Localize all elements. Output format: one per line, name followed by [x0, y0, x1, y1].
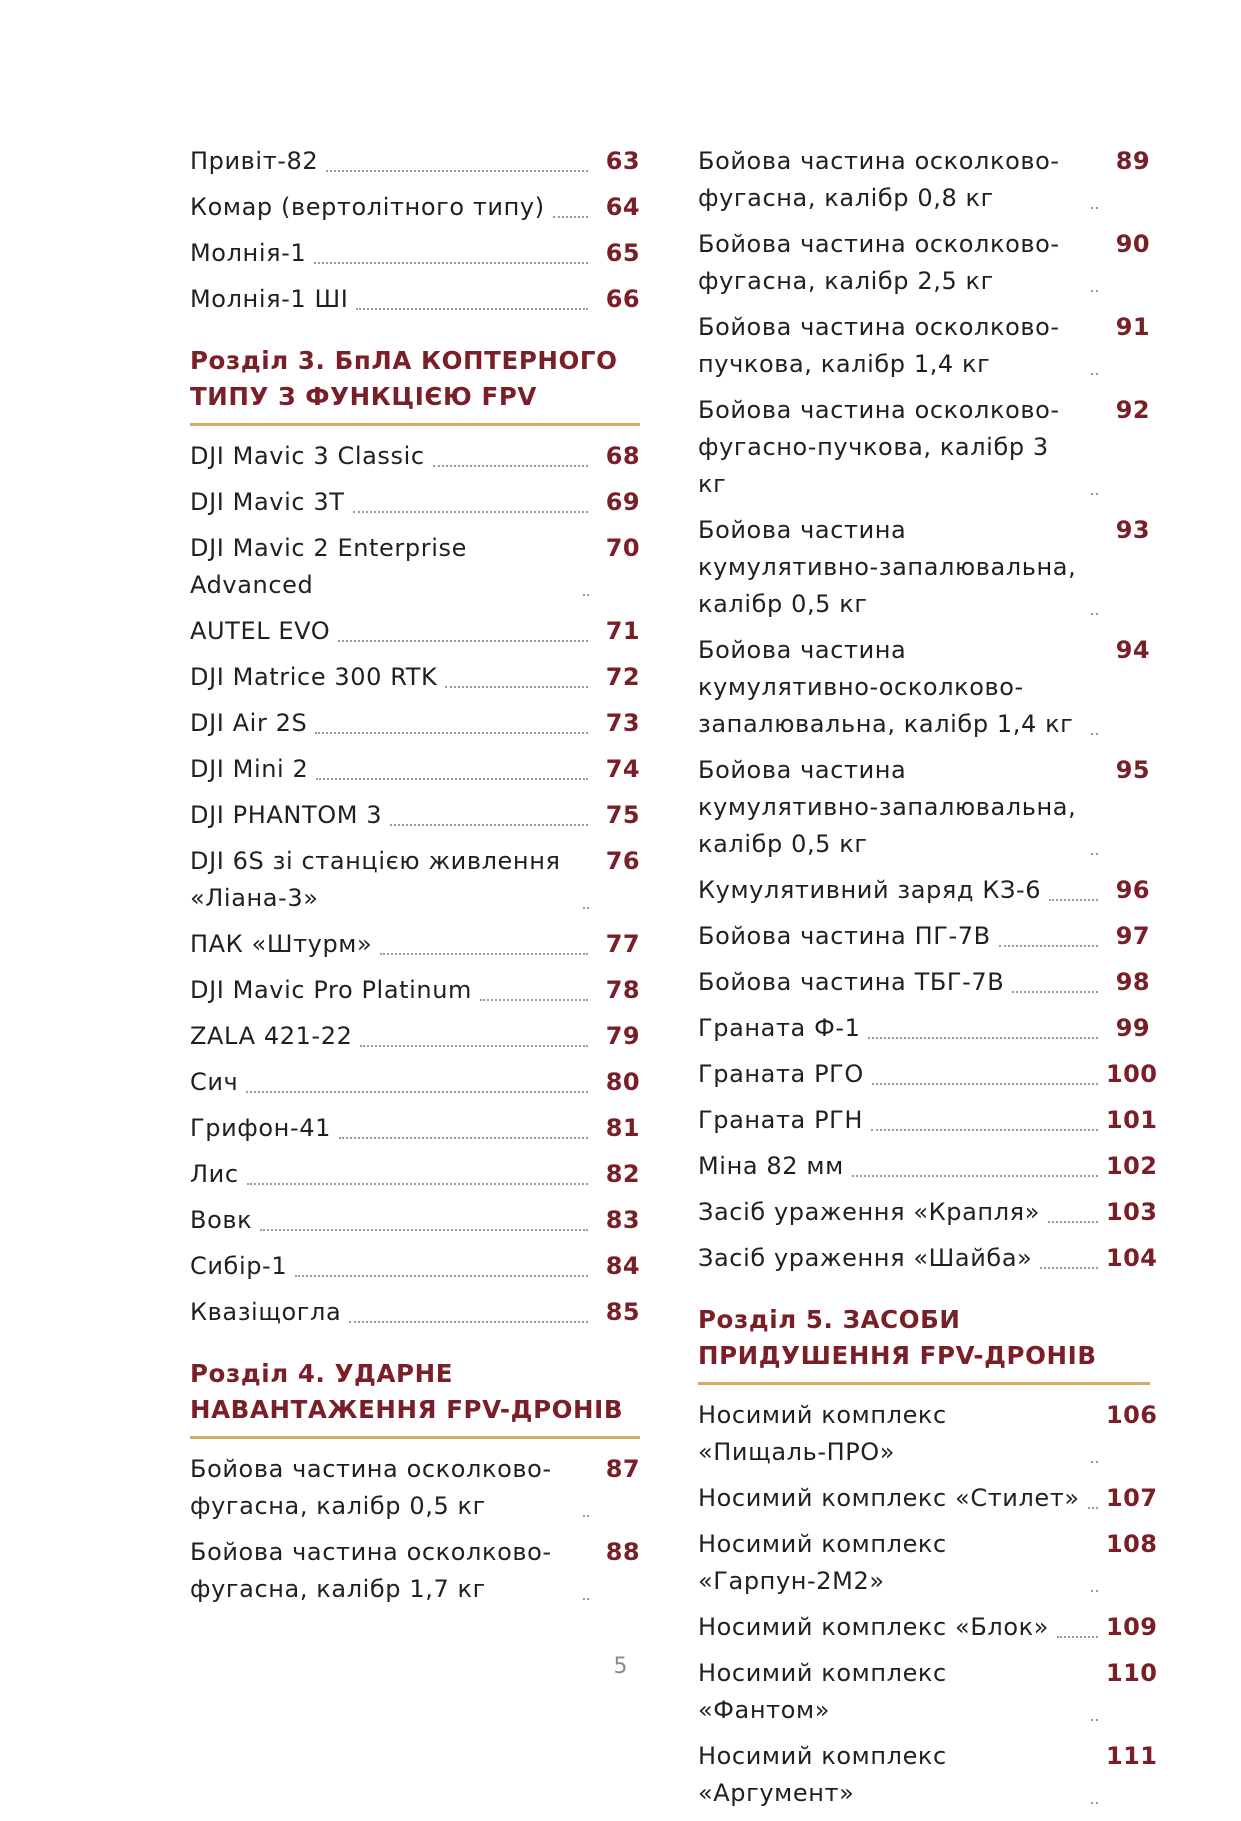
toc-entry-title: Бойова частина ПГ-7В [698, 922, 991, 950]
toc-entry-page: 94 [1115, 636, 1150, 664]
toc-entry-title: Бойова частина осколково-фугасна, калібр 2,5 кг [698, 230, 1060, 295]
toc-entry-title: Бойова частина кумулятивно-осколково-запалювальна, калібр 1,4 кг [698, 636, 1074, 738]
toc-entry-title: Лис [190, 1160, 239, 1188]
toc-entry-page: 69 [605, 488, 640, 516]
toc-entry[interactable] [190, 926, 640, 963]
toc-entry-page: 109 [1106, 1613, 1158, 1641]
toc-entry-page: 81 [605, 1114, 640, 1142]
toc-entry-title: Молнія-1 ШІ [190, 285, 349, 313]
toc-entry-title: DJI 6S зі станцією живлення «Ліана-3» [190, 847, 561, 912]
toc-entry-title: Бойова частина осколково-фугасна, калібр 0,8 кг [698, 147, 1060, 212]
toc-entry[interactable] [190, 613, 640, 650]
toc-entry[interactable] [698, 1609, 1158, 1646]
toc-entry[interactable] [190, 281, 640, 318]
toc-group [190, 438, 640, 1331]
toc-entry-title: DJI Mavic 3T [190, 488, 345, 516]
toc-entry-title: Носимий комплекс «Гарпун-2М2» [698, 1530, 947, 1595]
toc-entry-title: Привіт-82 [190, 147, 319, 175]
toc-entry[interactable] [698, 1010, 1150, 1047]
dot-leader [872, 1083, 1098, 1085]
toc-entry[interactable] [190, 705, 640, 742]
toc-entry-page: 83 [605, 1206, 640, 1234]
toc-entry[interactable] [190, 1202, 640, 1239]
toc-entry-title: Кумулятивний заряд КЗ-6 [698, 876, 1042, 904]
toc-entry-title: Бойова частина осколково-пучкова, калібр 1,4 кг [698, 313, 1060, 378]
toc-entry-page: 73 [605, 709, 640, 737]
toc-entry-page: 85 [605, 1298, 640, 1326]
dot-leader [1049, 899, 1098, 901]
toc-entry-title: AUTEL EVO [190, 617, 331, 645]
toc-entry-title: Бойова частина ТБГ-7В [698, 968, 1005, 996]
toc-entry[interactable] [698, 512, 1150, 623]
toc-entry-title: Комар (вертолітного типу) [190, 193, 545, 221]
toc-entry[interactable] [190, 438, 640, 475]
dot-leader [260, 1229, 588, 1231]
toc-entry[interactable] [698, 1148, 1158, 1185]
toc-entry-title: Засіб ураження «Шайба» [698, 1244, 1033, 1272]
toc-entry-title: ПАК «Штурм» [190, 930, 373, 958]
toc-entry-title: Бойова частина осколково-фугасна, калібр 0,5 кг [190, 1455, 552, 1520]
toc-entry[interactable] [698, 964, 1150, 1001]
dot-leader [445, 686, 588, 688]
dot-leader [1091, 733, 1098, 735]
toc-entry[interactable] [190, 797, 640, 834]
dot-leader [1091, 853, 1098, 855]
toc-column-right [698, 143, 1158, 1821]
toc-entry-page: 96 [1115, 876, 1150, 904]
toc-entry[interactable] [190, 1248, 640, 1285]
toc-entry-title: Бойова частина кумулятивно-запалювальна, калібр 0,5 кг [698, 516, 1077, 618]
toc-entry-page: 92 [1115, 396, 1150, 424]
toc-entry[interactable] [190, 530, 640, 604]
toc-entry-title: Бойова частина осколково-фугасна, калібр 1,7 кг [190, 1538, 552, 1603]
dot-leader [1048, 1221, 1098, 1223]
toc-entry[interactable] [698, 1480, 1158, 1517]
toc-entry-page: 66 [605, 285, 640, 313]
toc-entry[interactable] [190, 1110, 640, 1147]
toc-entry-title: DJI Mavic Pro Platinum [190, 976, 473, 1004]
toc-entry[interactable] [190, 484, 640, 521]
toc-entry-page: 75 [605, 801, 640, 829]
toc-entry-title: DJI Mavic 3 Classic [190, 442, 425, 470]
toc-entry[interactable] [190, 659, 640, 696]
toc-entry-title: Бойова частина осколково-фугасно-пучкова, калібр 3 кг [698, 396, 1060, 498]
dot-leader [1091, 373, 1098, 375]
toc-entry-page: 90 [1115, 230, 1150, 258]
dot-leader [1040, 1267, 1098, 1269]
toc-entry-title: Молнія-1 [190, 239, 307, 267]
toc-entry-page: 106 [1106, 1401, 1158, 1429]
dot-leader [1091, 290, 1098, 292]
dot-leader [316, 778, 588, 780]
toc-entry-page: 79 [605, 1022, 640, 1050]
dot-leader [1091, 1802, 1098, 1804]
dot-leader [356, 308, 588, 310]
section-heading: Розділ 3. БпЛА КОПТЕРНОГО ТИПУ З ФУНКЦІЄЮ FPV [190, 343, 640, 426]
toc-entry-page: 82 [605, 1160, 640, 1188]
toc-entry-page: 97 [1115, 922, 1150, 950]
toc-entry-page: 70 [605, 534, 640, 562]
dot-leader [1091, 1719, 1098, 1721]
dot-leader [1091, 207, 1098, 209]
dot-leader [871, 1129, 1098, 1131]
toc-entry-title: Носимий комплекс «Стилет» [698, 1484, 1080, 1512]
toc-entry-page: 91 [1115, 313, 1150, 341]
toc-group [698, 1397, 1158, 1812]
dot-leader [583, 1515, 589, 1517]
toc-entry-page: 95 [1115, 756, 1150, 784]
toc-entry-title: Носимий комплекс «Блок» [698, 1613, 1050, 1641]
section-heading: Розділ 5. ЗАСОБИ ПРИДУШЕННЯ FPV-ДРОНІВ [698, 1302, 1150, 1385]
toc-entry[interactable] [190, 189, 640, 226]
toc-entry[interactable] [190, 972, 640, 1009]
dot-leader [433, 465, 588, 467]
toc-entry-title: DJI Matrice 300 RTK [190, 663, 438, 691]
toc-entry-page: 100 [1106, 1060, 1158, 1088]
toc-entry-page: 72 [605, 663, 640, 691]
dot-leader [353, 511, 588, 513]
toc-entry[interactable] [698, 143, 1150, 217]
toc-entry[interactable] [190, 235, 640, 272]
dot-leader [349, 1321, 588, 1323]
toc-entry[interactable] [698, 872, 1150, 909]
toc-entry[interactable] [698, 1738, 1158, 1812]
dot-leader [480, 999, 588, 1001]
dot-leader [295, 1275, 588, 1277]
toc-entry-title: Бойова частина кумулятивно-запалювальна, калібр 0,5 кг [698, 756, 1077, 858]
toc-entry-page: 98 [1115, 968, 1150, 996]
dot-leader [583, 907, 589, 909]
toc-entry-title: Вовк [190, 1206, 253, 1234]
toc-entry[interactable] [190, 1294, 640, 1331]
dot-leader [360, 1045, 588, 1047]
toc-entry[interactable] [698, 1397, 1158, 1471]
toc-entry-page: 88 [605, 1538, 640, 1566]
page-number: 5 [613, 1654, 628, 1679]
toc-group [190, 1451, 640, 1608]
toc-entry-title: Носимий комплекс «Аргумент» [698, 1742, 947, 1807]
toc-entry[interactable] [190, 143, 640, 180]
dot-leader [246, 1091, 588, 1093]
dot-leader [852, 1175, 1098, 1177]
dot-leader [1088, 1507, 1098, 1509]
toc-entry[interactable] [698, 1102, 1158, 1139]
toc-entry-page: 93 [1115, 516, 1150, 544]
toc-entry-page: 63 [605, 147, 640, 175]
dot-leader [326, 170, 588, 172]
toc-entry-page: 99 [1115, 1014, 1150, 1042]
toc-entry-page: 68 [605, 442, 640, 470]
toc-entry-title: DJI PHANTOM 3 [190, 801, 383, 829]
dot-leader [338, 640, 588, 642]
dot-leader [315, 732, 588, 734]
toc-entry-title: Грифон-41 [190, 1114, 331, 1142]
dot-leader [339, 1137, 588, 1139]
toc-entry-title: ZALA 421-22 [190, 1022, 353, 1050]
toc-entry[interactable] [190, 1064, 640, 1101]
dot-leader [390, 824, 588, 826]
toc-entry-page: 71 [605, 617, 640, 645]
toc-entry[interactable] [698, 752, 1150, 863]
toc-entry-title: Сич [190, 1068, 239, 1096]
dot-leader [1091, 1590, 1098, 1592]
dot-leader [583, 594, 589, 596]
toc-entry-page: 104 [1106, 1244, 1158, 1272]
dot-leader [380, 953, 588, 955]
toc-entry-title: Носимий комплекс «Пищаль-ПРО» [698, 1401, 947, 1466]
toc-entry[interactable] [698, 309, 1150, 383]
toc-entry-page: 111 [1106, 1742, 1158, 1770]
toc-entry[interactable] [190, 1156, 640, 1193]
toc-entry-page: 74 [605, 755, 640, 783]
toc-entry-title: Граната РГН [698, 1106, 864, 1134]
toc-entry-page: 108 [1106, 1530, 1158, 1558]
toc-entry-page: 76 [605, 847, 640, 875]
toc-entry-page: 80 [605, 1068, 640, 1096]
toc-entry-title: Граната РГО [698, 1060, 864, 1088]
toc-entry[interactable] [698, 226, 1150, 300]
toc-entry-page: 107 [1106, 1484, 1158, 1512]
toc-entry[interactable] [190, 751, 640, 788]
toc-entry-page: 110 [1106, 1659, 1158, 1687]
toc-entry-title: Сибір-1 [190, 1252, 288, 1280]
toc-entry-page: 78 [605, 976, 640, 1004]
toc-entry[interactable] [698, 392, 1150, 503]
dot-leader [1091, 493, 1098, 495]
toc-entry-page: 103 [1106, 1198, 1158, 1226]
toc-entry-page: 89 [1115, 147, 1150, 175]
toc-entry[interactable] [190, 1451, 640, 1525]
dot-leader [583, 1598, 589, 1600]
toc-entry-title: Міна 82 мм [698, 1152, 844, 1180]
dot-leader [247, 1183, 588, 1185]
toc-entry[interactable] [698, 1194, 1158, 1231]
dot-leader [1012, 991, 1098, 993]
toc-entry[interactable] [698, 1240, 1158, 1277]
toc-column-left [190, 143, 640, 1617]
toc-entry-page: 102 [1106, 1152, 1158, 1180]
toc-entry[interactable] [698, 1526, 1158, 1600]
toc-entry[interactable] [190, 1534, 640, 1608]
toc-group [698, 143, 1158, 1277]
toc-group [190, 143, 640, 318]
dot-leader [1091, 613, 1098, 615]
dot-leader [314, 262, 588, 264]
toc-entry-title: DJI Mini 2 [190, 755, 309, 783]
toc-entry-title: DJI Air 2S [190, 709, 308, 737]
dot-leader [999, 945, 1098, 947]
toc-entry-page: 77 [605, 930, 640, 958]
dot-leader [868, 1037, 1098, 1039]
toc-entry-page: 87 [605, 1455, 640, 1483]
toc-entry-title: Засіб ураження «Крапля» [698, 1198, 1040, 1226]
toc-entry-title: Квазіщогла [190, 1298, 342, 1326]
toc-entry-page: 65 [605, 239, 640, 267]
dot-leader [1091, 1461, 1098, 1463]
toc-entry[interactable] [698, 632, 1150, 743]
toc-entry-page: 84 [605, 1252, 640, 1280]
toc-entry-title: DJI Mavic 2 Enterprise Advanced [190, 534, 467, 599]
section-heading: Розділ 4. УДАРНЕ НАВАНТАЖЕННЯ FPV-ДРОНІВ [190, 1356, 640, 1439]
toc-entry-page: 101 [1106, 1106, 1158, 1134]
toc-entry[interactable] [190, 843, 640, 917]
toc-entry-page: 64 [605, 193, 640, 221]
toc-entry[interactable] [698, 918, 1150, 955]
toc-entry-title: Граната Ф-1 [698, 1014, 861, 1042]
toc-entry[interactable] [698, 1056, 1158, 1093]
toc-entry-title: Носимий комплекс «Фантом» [698, 1659, 947, 1724]
dot-leader [1057, 1636, 1098, 1638]
dot-leader [553, 216, 588, 218]
toc-entry[interactable] [190, 1018, 640, 1055]
